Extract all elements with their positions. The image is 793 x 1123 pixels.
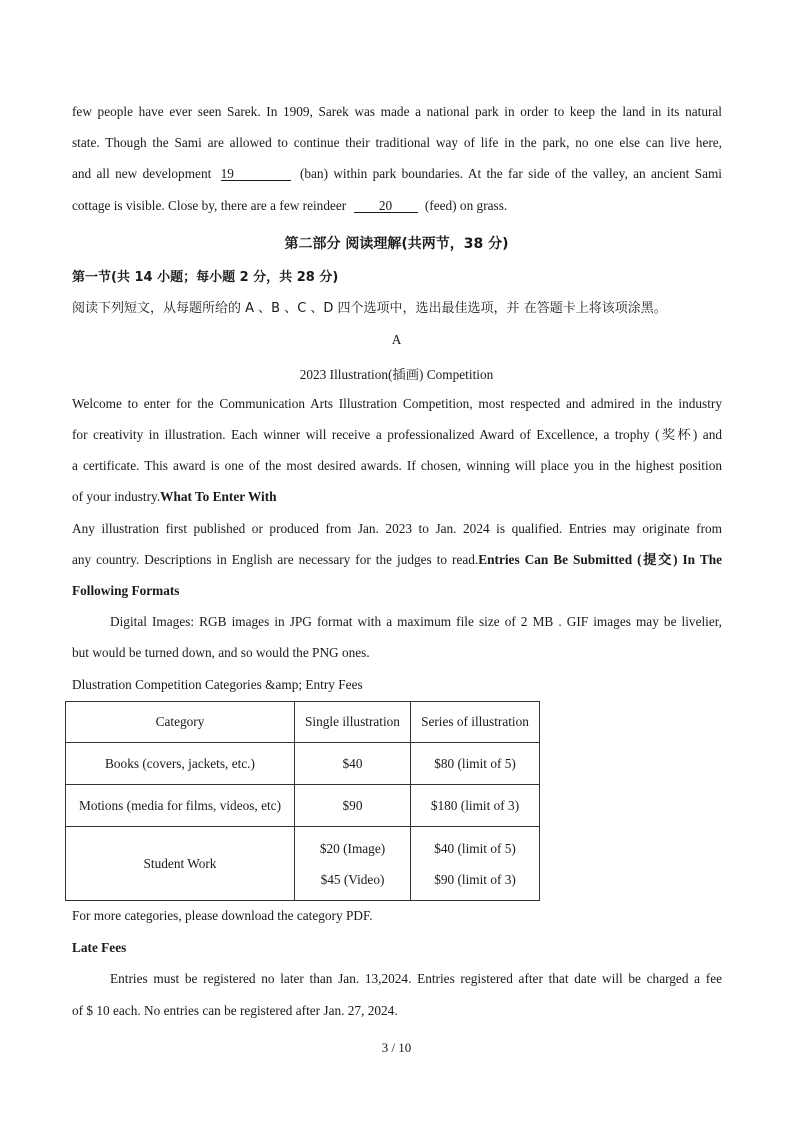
more-categories: For more categories, please download the category PDF. — [72, 908, 373, 923]
p1-line-2: for creativity in illustration. Each winner will receive a professionalized Award of Excellence, a trophy (奖杯) and — [72, 427, 722, 442]
cell-single-image: $20 (Image) — [319, 840, 386, 856]
passage-line-2: state. Though the Sami are allowed to continue their traditional way of life in the park, no one else can live here, — [72, 135, 722, 150]
page-number: 3 / 10 — [381, 1040, 412, 1055]
passage-title: 2023 Illustration(插画) Competition — [299, 367, 494, 382]
p2-line-2-text: any country. Descriptions in English are necessary for the judges to read. — [72, 552, 479, 567]
blank-20: 20 — [354, 199, 418, 213]
table-row — [66, 785, 540, 827]
header-single: Single illustration — [295, 702, 411, 743]
cell-series: $80 (limit of 5) — [411, 743, 540, 785]
passage-line-4-post: (feed) on grass. — [424, 198, 508, 213]
cell-single — [295, 827, 411, 901]
passage-letter: A — [391, 332, 402, 347]
passage-line-3-post: (ban) within park boundaries. At the far side of the valley, an ancient Sami — [299, 166, 723, 181]
cell-category: Motions (media for films, videos, etc) — [66, 785, 295, 827]
heading-entries: Entries Can Be Submitted (提交) In The — [478, 552, 722, 567]
passage-line-4-pre: cottage is visible. Close by, there are a few reindeer — [72, 198, 347, 213]
part2-heading: 第二部分 阅读理解(共两节，38 分) — [284, 236, 509, 252]
heading-what-to-enter: What To Enter With — [160, 489, 277, 504]
p1-line-4 — [72, 489, 722, 505]
cell-series-video: $90 (limit of 3) — [434, 871, 516, 887]
section1-heading: 第一节(共 14 小题；每小题 2 分，共 28 分) — [72, 270, 339, 285]
passage-line-3 — [72, 166, 722, 182]
cell-single-video: $45 (Video) — [320, 871, 385, 887]
cell-category: Books (covers, jackets, etc.) — [66, 743, 295, 785]
fees-table — [65, 701, 540, 901]
header-series: Series of illustration — [411, 702, 540, 743]
table-header-row — [66, 702, 540, 743]
passage-line-4 — [72, 198, 722, 214]
p1-line-1: Welcome to enter for the Communication Arts Illustration Competition, most respected and admired in the industry — [72, 396, 722, 411]
passage-line-1: few people have ever seen Sarek. In 1909, Sarek was made a national park in order to keep the land in its natural — [72, 104, 722, 119]
heading-late-fees: Late Fees — [72, 940, 127, 955]
p4-line-1: Entries must be registered no later than Jan. 13,2024. Entries registered after that date will be charged a fee — [110, 971, 722, 986]
p3-line-2: but would be turned down, and so would the PNG ones. — [72, 645, 370, 660]
p2-line-2 — [72, 552, 722, 568]
cell-category: Student Work — [66, 827, 295, 901]
instructions: 阅读下列短文，从每题所给的 A 、B 、C 、D 四个选项中，选出最佳选项，并 在答题卡上将该项涂黑。 — [72, 301, 667, 316]
blank-19: 19 — [221, 167, 291, 181]
p2-line-1: Any illustration first published or produced from Jan. 2023 to Jan. 2024 is qualified. Entries may originate from — [72, 521, 722, 536]
table-row — [66, 827, 540, 901]
cell-series-image: $40 (limit of 5) — [434, 840, 516, 856]
passage-line-3-pre: and all new development — [72, 166, 212, 181]
p4-line-2: of $ 10 each. No entries can be registered after Jan. 27, 2024. — [72, 1003, 398, 1018]
header-category: Category — [66, 702, 295, 743]
cell-series — [411, 827, 540, 901]
cell-single: $90 — [295, 785, 411, 827]
heading-entries-2: Following Formats — [72, 583, 180, 598]
p3-line-1: Digital Images: RGB images in JPG format with a maximum file size of 2 MB . GIF images may be livelier, — [110, 614, 722, 629]
cell-single: $40 — [295, 743, 411, 785]
table-caption: Dlustration Competition Categories &amp; Entry Fees — [72, 677, 363, 692]
cell-series: $180 (limit of 3) — [411, 785, 540, 827]
table-row — [66, 743, 540, 785]
p1-line-3: a certificate. This award is one of the most desired awards. If chosen, winning will place you in the highest position — [72, 458, 722, 473]
p1-last: of your industry. — [72, 489, 161, 504]
